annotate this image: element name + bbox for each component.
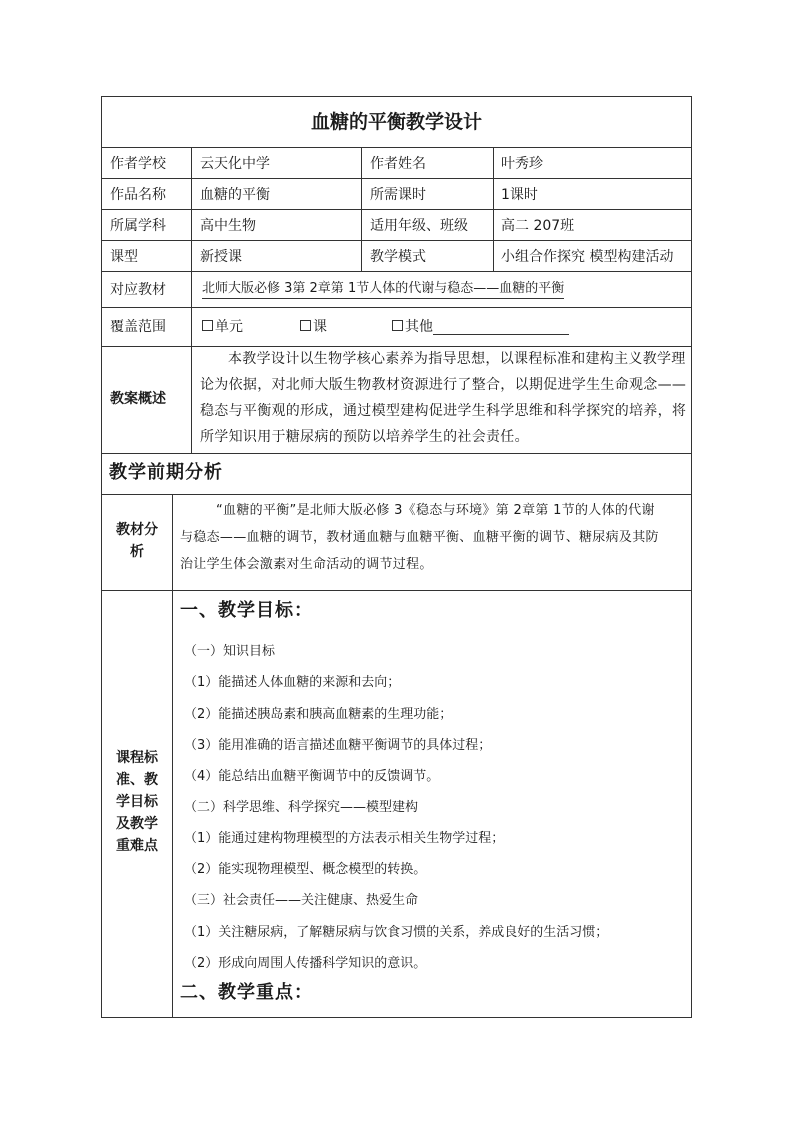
overview-row (102, 347, 691, 454)
overview-text (200, 346, 686, 450)
info-row (102, 179, 691, 210)
info-row (102, 210, 691, 241)
scope-row (102, 308, 691, 347)
section-heading: 教学前期分析 (109, 462, 223, 483)
label-line: 重难点 (116, 838, 158, 854)
list-item: （1）能描述人体血糖的来源和去向； (184, 675, 401, 690)
objectives-heading: 一、教学目标： (180, 600, 313, 621)
key-points-heading: 二、教学重点： (180, 982, 313, 1003)
paragraph-line: 本教学设计以生物学核心素养为指导思想，以课程标准和建构主义教学理 (228, 351, 686, 367)
material-text (180, 497, 659, 578)
textbook-value: 北师大版必修 3第 2章第 1节人体的代谢与稳态——血糖的平衡 (202, 281, 564, 299)
label-line: 学目标 (116, 794, 158, 810)
standards-label (102, 747, 172, 857)
label-line: 教材分 (116, 522, 158, 538)
scope-option-unit[interactable] (202, 319, 243, 335)
checkbox-icon (300, 320, 311, 331)
scope-option-lesson[interactable] (300, 319, 327, 335)
textbook-label: 对应教材 (110, 282, 166, 298)
title-row (102, 97, 691, 148)
info-value: 血糖的平衡 (200, 187, 270, 203)
checkbox-icon (392, 320, 403, 331)
info-value: 叶秀珍 (501, 156, 543, 172)
material-row (102, 495, 691, 591)
info-label: 教学模式 (370, 249, 426, 265)
label-line: 及教学 (116, 816, 158, 832)
material-label (102, 519, 172, 563)
scope-label: 覆盖范围 (110, 319, 166, 335)
standards-row (102, 591, 691, 1017)
scope-option-label: 单元 (215, 319, 243, 335)
checkbox-icon (202, 320, 213, 331)
list-item: （2）形成向周围人传播科学知识的意识。 (184, 956, 427, 971)
blank-line (433, 320, 569, 335)
paragraph-line: 论为依据，对北师大版生物教材资源进行了整合，以期促进学生生命观念—— (200, 377, 687, 393)
info-value: 高二 207班 (501, 218, 575, 234)
list-item: （2）能描述胰岛素和胰高血糖素的生理功能； (184, 707, 453, 722)
document-title: 血糖的平衡教学设计 (310, 111, 482, 133)
info-row (102, 241, 691, 272)
paragraph-line: 与稳态——血糖的调节，教材通血糖与血糖平衡、血糖平衡的调节、糖尿病及其防 (180, 530, 659, 545)
list-item: （二）科学思维、科学探究——模型建构 (184, 800, 419, 815)
list-item: （3）能用准确的语言描述血糖平衡调节的具体过程； (184, 738, 492, 753)
info-value: 1课时 (501, 187, 538, 203)
info-label: 作者姓名 (370, 156, 426, 172)
label-line: 准、教 (116, 772, 158, 788)
info-label: 所属学科 (110, 218, 166, 234)
info-label: 课型 (110, 249, 138, 265)
paragraph-line: 治让学生体会激素对生命活动的调节过程。 (180, 557, 433, 572)
info-row (102, 148, 691, 179)
info-value: 小组合作探究 模型构建活动 (501, 249, 674, 265)
label-line: 析 (130, 544, 144, 560)
paragraph-line: “血糖的平衡”是北师大版必修 3《稳态与环境》第 2章第 1节的人体的代谢 (216, 503, 655, 518)
list-item: （一）知识目标 (184, 644, 276, 659)
scope-option-other[interactable] (392, 319, 569, 335)
lesson-plan-table (101, 96, 692, 1018)
info-value: 新授课 (200, 249, 242, 265)
section-heading-row (102, 454, 691, 495)
info-value: 高中生物 (200, 218, 256, 234)
info-label: 所需课时 (370, 187, 426, 203)
textbook-row (102, 272, 691, 308)
overview-label: 教案概述 (110, 391, 166, 407)
list-item: （1）关注糖尿病，了解糖尿病与饮食习惯的关系，养成良好的生活习惯； (184, 925, 609, 940)
list-item: （4）能总结出血糖平衡调节中的反馈调节。 (184, 769, 440, 784)
scope-option-label: 其他 (405, 319, 433, 335)
paragraph-line: 稳态与平衡观的形成，通过模型建构促进学生科学思维和科学探究的培养，将 (200, 403, 687, 419)
list-item: （2）能实现物理模型、概念模型的转换。 (184, 862, 427, 877)
info-label: 适用年级、班级 (370, 218, 468, 234)
scope-option-label: 课 (313, 319, 327, 335)
label-line: 课程标 (116, 750, 158, 766)
paragraph-line: 所学知识用于糖尿病的预防以培养学生的社会责任。 (200, 429, 529, 445)
info-label: 作者学校 (110, 156, 166, 172)
info-label: 作品名称 (110, 187, 166, 203)
list-item: （1）能通过建构物理模型的方法表示相关生物学过程； (184, 831, 505, 846)
info-value: 云天化中学 (200, 156, 270, 172)
list-item: （三）社会责任——关注健康、热爱生命 (184, 893, 419, 908)
